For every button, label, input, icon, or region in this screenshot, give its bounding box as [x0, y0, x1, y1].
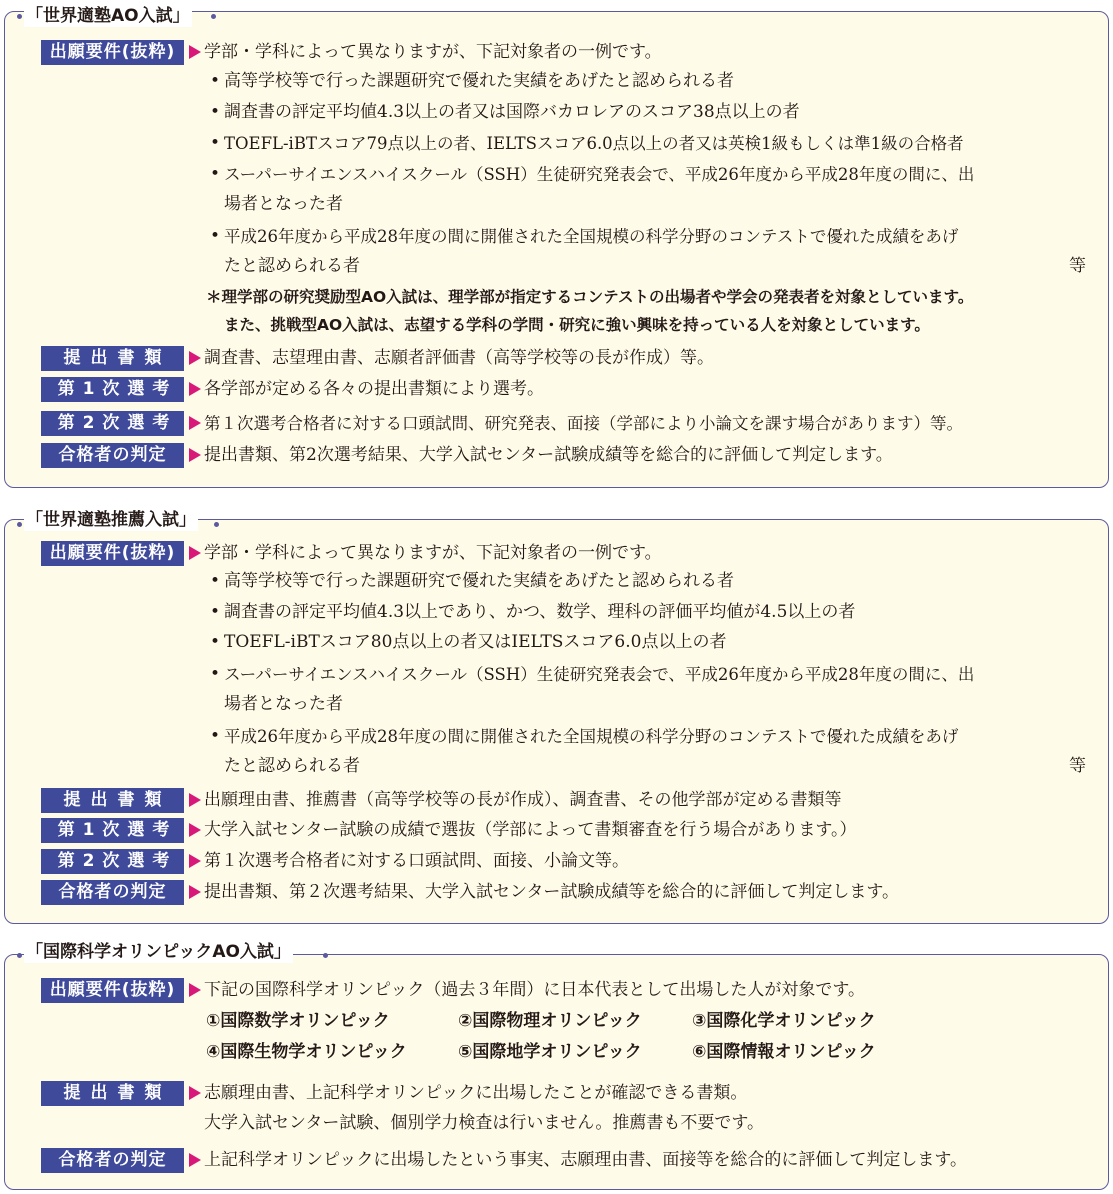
arrow-icon [189, 1086, 201, 1100]
requirements-row [0, 40, 1113, 66]
label-second-selection: 第2次選考 [41, 411, 184, 436]
requirements-intro: 下記の国際科学オリンピック（過去３年間）に日本代表として出場した人が対象です。 [204, 980, 865, 1000]
arrow-icon [189, 854, 201, 868]
label-first-selection: 第1次選考 [41, 377, 184, 402]
heading-dot-left [17, 522, 22, 527]
bullet-icon: • [210, 71, 221, 91]
label-requirements: 出願要件(抜粋) [41, 40, 184, 65]
section-world-tekijuku-ao [0, 0, 1113, 490]
bullet-text: 調査書の評定平均値4.3以上であり、かつ、数学、理科の評価平均値が4.5以上の者 [224, 602, 856, 622]
heading-dot-left [17, 953, 22, 958]
judgement-text: 提出書類、第２次選考結果、大学入試センター試験成績等を総合的に評価して判定します。 [204, 882, 899, 902]
bullet-text-cont: たと認められる者 [224, 256, 360, 276]
documents-text-2: 大学入試センター試験、個別学力検査は行いません。推薦書も不要です。 [204, 1113, 764, 1133]
arrow-icon [189, 448, 201, 462]
documents-row [0, 346, 1113, 372]
bullet-icon: • [210, 571, 221, 591]
bullet-text-cont: 場者となった者 [224, 694, 343, 714]
label-judgement: 合格者の判定 [41, 1148, 184, 1173]
section-title: 「世界適塾推薦入試」 [26, 510, 196, 530]
bullet-text: スーパーサイエンスハイスクール（SSH）生徒研究発表会で、平成26年度から平成28年度の間に、出 [224, 665, 975, 684]
label-documents: 提出書類 [41, 788, 184, 813]
label-judgement: 合格者の判定 [41, 443, 184, 468]
arrow-icon [189, 546, 201, 560]
bullet-text: TOEFL-iBTスコア80点以上の者又はIELTSスコア6.0点以上の者 [224, 632, 727, 652]
documents-text: 志願理由書、上記科学オリンピックに出場したことが確認できる書類。 [204, 1083, 748, 1103]
heading-dot-right [214, 522, 219, 527]
bullet-icon: • [210, 133, 221, 153]
section-title: 「世界適塾AO入試」 [26, 6, 190, 26]
requirements-intro: 学部・学科によって異なりますが、下記対象者の一例です。 [204, 543, 662, 563]
second-selection-text: 第１次選考合格者に対する口頭試問、面接、小論文等。 [204, 851, 629, 871]
bullet-text: 調査書の評定平均値4.3以上の者又は国際バカロレアのスコア38点以上の者 [224, 102, 800, 122]
arrow-icon [189, 793, 201, 807]
olympiad-item: ③国際化学オリンピック [692, 1011, 876, 1031]
arrow-icon [189, 823, 201, 837]
note-line: また、挑戦型AO入試は、志望する学科の学問・研究に強い興味を持っている人を対象としています。 [224, 316, 930, 334]
first-selection-row [0, 818, 1113, 844]
olympiad-item: ⑤国際地学オリンピック [458, 1042, 642, 1062]
olympiad-item: ⑥国際情報オリンピック [692, 1042, 876, 1062]
bullet-icon: • [210, 602, 221, 622]
documents-text: 調査書、志望理由書、志願者評価書（高等学校等の長が作成）等。 [204, 348, 714, 368]
bullet-text-cont: 場者となった者 [224, 194, 343, 214]
section-title: 「国際科学オリンピックAO入試」 [26, 942, 291, 962]
judgement-text: 上記科学オリンピックに出場したという事実、志願理由書、面接等を総合的に評価して判定します。 [204, 1150, 967, 1170]
bullet-text: 平成26年度から平成28年度の間に開催された全国規模の科学分野のコンテストで優れた成績をあげ [224, 727, 959, 746]
requirements-intro: 学部・学科によって異なりますが、下記対象者の一例です。 [204, 42, 662, 62]
first-selection-text: 各学部が定める各々の提出書類により選考。 [204, 379, 544, 399]
heading-dot-right [323, 953, 328, 958]
note-line: ＊理学部の研究奨励型AO入試は、理学部が指定するコンテストの出場者や学会の発表者を対象としています。 [206, 288, 974, 306]
judgement-text: 提出書類、第2次選考結果、大学入試センター試験成績等を総合的に評価して判定します。 [204, 445, 893, 465]
bullet-icon: • [210, 726, 221, 746]
label-requirements: 出願要件(抜粋) [41, 978, 184, 1003]
arrow-icon [189, 416, 201, 430]
arrow-icon [189, 382, 201, 396]
section-science-olympiad-ao [0, 936, 1113, 1194]
documents-row [0, 1081, 1113, 1107]
label-second-selection: 第2次選考 [41, 849, 184, 874]
judgement-row [0, 443, 1113, 469]
bullet-text: スーパーサイエンスハイスクール（SSH）生徒研究発表会で、平成26年度から平成28年度の間に、出 [224, 165, 975, 184]
first-selection-text: 大学入試センター試験の成績で選抜（学部によって書類審査を行う場合があります。） [204, 820, 857, 840]
second-selection-text: 第１次選考合格者に対する口頭試問、研究発表、面接（学部により小論文を課す場合があります）等。 [204, 414, 963, 433]
bullet-text-cont: たと認められる者 [224, 756, 360, 776]
bullet-icon: • [210, 226, 221, 246]
second-selection-row [0, 411, 1113, 437]
documents-text: 出願理由書、推薦書（高等学校等の長が作成）、調査書、その他学部が定める書類等 [204, 790, 842, 810]
label-judgement: 合格者の判定 [41, 880, 184, 905]
bullet-icon: • [210, 164, 221, 184]
arrow-icon [189, 351, 201, 365]
second-selection-row [0, 849, 1113, 875]
requirements-row [0, 541, 1113, 567]
olympiad-item: ②国際物理オリンピック [458, 1011, 642, 1031]
judgement-row [0, 1148, 1113, 1174]
etc-text: 等 [1069, 256, 1086, 276]
bullet-icon: • [210, 664, 221, 684]
heading-dot-left [17, 14, 22, 19]
arrow-icon [189, 1153, 201, 1167]
olympiad-item: ①国際数学オリンピック [206, 1011, 390, 1031]
requirements-row [0, 978, 1113, 1004]
label-documents: 提出書類 [41, 1081, 184, 1106]
first-selection-row [0, 377, 1113, 403]
label-first-selection: 第1次選考 [41, 818, 184, 843]
arrow-icon [189, 983, 201, 997]
section-world-tekijuku-recommendation [0, 508, 1113, 926]
label-requirements: 出願要件(抜粋) [41, 541, 184, 566]
etc-text: 等 [1069, 756, 1086, 776]
bullet-icon: • [210, 102, 221, 122]
bullet-text: TOEFL-iBTスコア79点以上の者、IELTSスコア6.0点以上の者又は英検1級もしくは準1級の合格者 [224, 134, 964, 153]
arrow-icon [189, 885, 201, 899]
judgement-row [0, 880, 1113, 906]
bullet-text: 高等学校等で行った課題研究で優れた実績をあげたと認められる者 [224, 71, 734, 91]
label-documents: 提出書類 [41, 346, 184, 371]
heading-dot-right [211, 14, 216, 19]
bullet-text: 高等学校等で行った課題研究で優れた実績をあげたと認められる者 [224, 571, 734, 591]
bullet-text: 平成26年度から平成28年度の間に開催された全国規模の科学分野のコンテストで優れた成績をあげ [224, 227, 959, 246]
documents-row [0, 788, 1113, 814]
arrow-icon [189, 45, 201, 59]
bullet-icon: • [210, 632, 221, 652]
olympiad-item: ④国際生物学オリンピック [206, 1042, 407, 1062]
